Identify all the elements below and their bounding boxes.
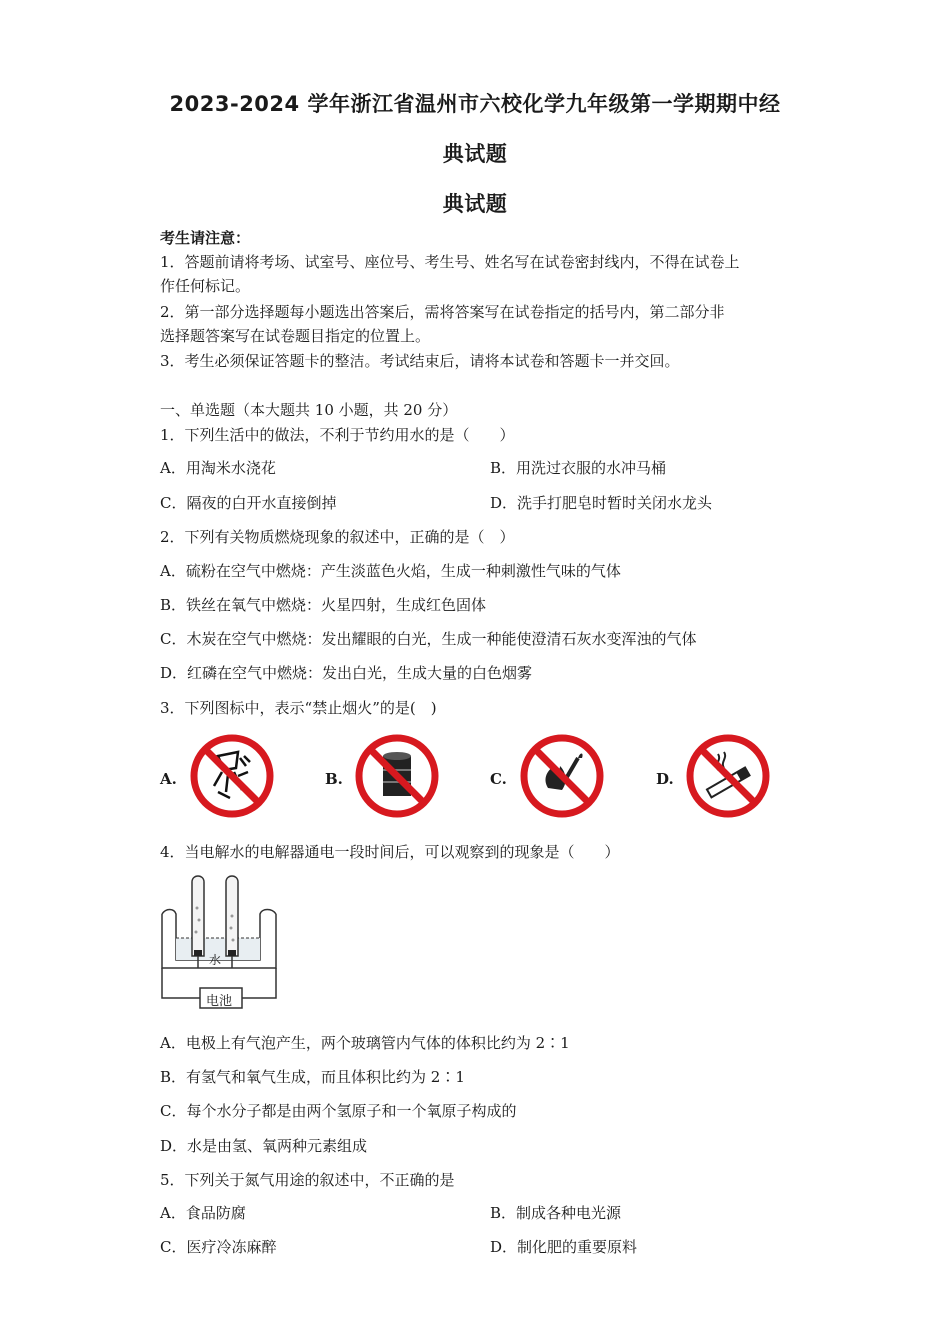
question-1-option-c[interactable]: C．隔夜的白开水直接倒掉: [160, 494, 337, 512]
question-2-option-a[interactable]: A．硫粉在空气中燃烧：产生淡蓝色火焰，生成一种刺激性气味的气体: [160, 562, 621, 580]
question-3-option-a-label[interactable]: A.: [160, 770, 177, 788]
question-4-stem: 4．当电解水的电解器通电一段时间后，可以观察到的现象是（ ）: [160, 843, 620, 861]
notice-item-1-cont: 作任何标记。: [160, 277, 251, 295]
question-1-option-d[interactable]: D．洗手打肥皂时暂时关闭水龙头: [490, 494, 713, 512]
notice-item-2: 2．第一部分选择题每小题选出答案后，需将答案写在试卷指定的括号内，第二部分非: [160, 303, 725, 321]
question-5-stem: 5．下列关于氮气用途的叙述中，不正确的是: [160, 1171, 455, 1189]
exam-title-line1: 2023-2024 学年浙江省温州市六校化学九年级第一学期期中经: [169, 92, 781, 116]
question-5-option-d[interactable]: D．制化肥的重要原料: [490, 1238, 638, 1256]
notice-heading: 考生请注意：: [160, 229, 251, 247]
no-smoking-sign-icon[interactable]: [684, 732, 772, 820]
no-oil-barrel-sign-icon[interactable]: [353, 732, 441, 820]
water-label: 水: [209, 953, 222, 967]
question-3-option-d-label[interactable]: D.: [656, 770, 674, 788]
question-5-option-c[interactable]: C．医疗冷冻麻醉: [160, 1238, 277, 1256]
question-1-option-a[interactable]: A．用淘米水浇花: [160, 459, 276, 477]
question-5-option-a[interactable]: A．食品防腐: [160, 1204, 246, 1222]
question-5-option-b[interactable]: B．制成各种电光源: [490, 1204, 622, 1222]
notice-item-2-cont: 选择题答案写在试卷题目指定的位置上。: [160, 327, 431, 345]
battery-label: 电池: [206, 994, 233, 1009]
question-4-option-d[interactable]: D．水是由氢、氧两种元素组成: [160, 1137, 368, 1155]
question-2-option-d[interactable]: D．红磷在空气中燃烧：发出白光，生成大量的白色烟雾: [160, 664, 533, 682]
section-heading: 一、单选题（本大题共 10 小题，共 20 分）: [160, 401, 458, 419]
question-2-option-b[interactable]: B．铁丝在氧气中燃烧：火星四射，生成红色固体: [160, 596, 487, 614]
question-3-stem: 3．下列图标中，表示“禁止烟火”的是( ): [160, 699, 437, 717]
question-1-stem: 1．下列生活中的做法，不利于节约用水的是（ ）: [160, 426, 515, 444]
exam-title-line3: 典试题: [442, 192, 508, 216]
question-2-option-c[interactable]: C．木炭在空气中燃烧：发出耀眼的白光，生成一种能使澄清石灰水变浑浊的气体: [160, 630, 697, 648]
notice-item-1: 1．答题前请将考场、试室号、座位号、考生号、姓名写在试卷密封线内，不得在试卷上: [160, 253, 740, 271]
question-4-option-b[interactable]: B．有氢气和氧气生成，而且体积比约为 2∶1: [160, 1068, 465, 1086]
question-4-option-a[interactable]: A．电极上有气泡产生，两个玻璃管内气体的体积比约为 2∶1: [160, 1034, 570, 1052]
no-logging-sign-icon[interactable]: [188, 732, 276, 820]
notice-item-3: 3．考生必须保证答题卡的整洁。考试结束后，请将本试卷和答题卡一并交回。: [160, 352, 680, 370]
electrolysis-apparatus-diagram: [156, 868, 286, 1017]
exam-title-line2: 典试题: [442, 142, 508, 166]
question-4-option-c[interactable]: C．每个水分子都是由两个氢原子和一个氧原子构成的: [160, 1102, 517, 1120]
question-1-option-b[interactable]: B．用洗过衣服的水冲马桶: [490, 459, 667, 477]
question-2-stem: 2．下列有关物质燃烧现象的叙述中，正确的是（ ）: [160, 528, 515, 546]
question-3-option-b-label[interactable]: B.: [325, 770, 343, 788]
no-open-flame-sign-icon[interactable]: [518, 732, 606, 820]
question-3-option-c-label[interactable]: C.: [490, 770, 507, 788]
